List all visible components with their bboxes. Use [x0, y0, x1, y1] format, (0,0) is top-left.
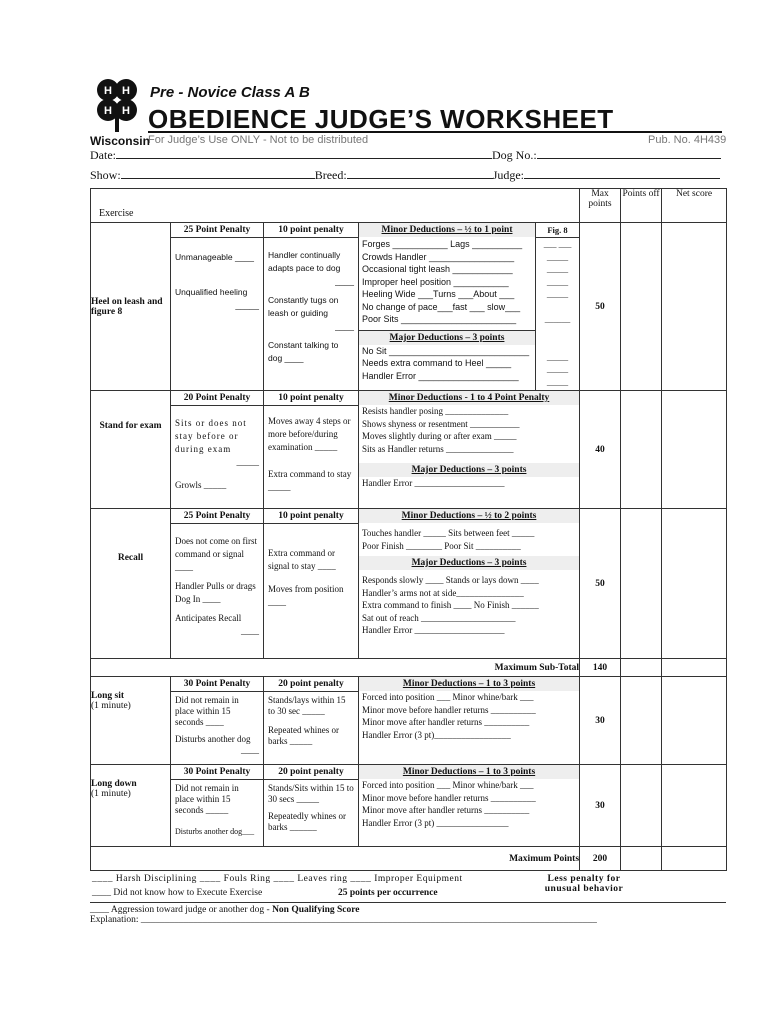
- stand-points-off[interactable]: [621, 391, 662, 509]
- long-down-minor-head: Minor Deductions – 1 to 3 points: [359, 765, 579, 779]
- recall-minor-item: Touches handler _____ Sits between feet _____: [362, 528, 535, 538]
- recall-10pt-cell: [264, 509, 359, 659]
- total-row: [91, 847, 727, 871]
- svg-text:H: H: [122, 85, 130, 97]
- long-down-stands: Stands/Sits within 15 to 30 secs _____: [268, 783, 354, 804]
- footer-aggression: ____ Aggression toward judge or another dog -: [90, 905, 273, 915]
- recall-25pt-cell: [171, 509, 264, 659]
- svg-text:H: H: [122, 105, 130, 117]
- long-down-disturbs: Disturbs another dog___: [175, 827, 255, 836]
- heel-fig8-cell: Fig. 8 ___ ___ _____ _____ _____ _____ ______ _____ _____ _____: [536, 223, 580, 391]
- explanation-line[interactable]: Explanation: ________________________________________________________________________________________________: [90, 915, 597, 925]
- heel-25pt-head: 25 Point Penalty: [171, 223, 263, 238]
- footer-did-not-know: ____ Did not know how to Execute Exercise: [92, 888, 263, 898]
- long-sit-name: Long sit: [91, 691, 124, 701]
- long-down-30pt-cell: [171, 765, 264, 847]
- long-sit-30pt-cell: [171, 677, 264, 765]
- heel-row: [91, 223, 727, 391]
- heel-10pt-head: 10 point penalty: [264, 223, 358, 238]
- breed-field[interactable]: [347, 178, 493, 179]
- footer: [90, 872, 726, 925]
- page-title: OBEDIENCE JUDGE’S WORKSHEET: [148, 104, 614, 134]
- heel-major-item: Handler Error ____________________: [362, 370, 519, 381]
- total-net-score[interactable]: [662, 847, 727, 871]
- recall-minor-item: Poor Finish ________ Poor Sit __________: [362, 540, 521, 551]
- stand-minor-head: Minor Deductions - 1 to 4 Point Penalty: [359, 391, 579, 405]
- stand-minor-item: Moves slightly during or after exam _____: [362, 431, 517, 441]
- heel-tugs-leash: Constantly tugs on leash or guiding: [268, 295, 339, 318]
- title-rule: [148, 131, 722, 133]
- heel-adapts-pace: Handler continually adapts pace to dog: [268, 250, 341, 273]
- less-penalty-note: Less penalty for unusual behavior: [544, 874, 624, 894]
- long-down-row: [91, 765, 727, 847]
- heel-10pt-cell: [264, 223, 359, 391]
- long-down-no-remain: Did not remain in place within 15 seconds _____: [175, 783, 239, 815]
- heel-major-head: Major Deductions – 3 points: [359, 330, 535, 345]
- heel-major-item: No Sit ____________________________: [362, 345, 530, 356]
- state-label: Wisconsin: [90, 134, 150, 148]
- long-sit-max-points: 30: [580, 677, 621, 765]
- long-down-name: Long down: [91, 779, 137, 789]
- stand-moves-away: Moves away 4 steps or more before/during examination _____: [268, 416, 351, 452]
- stand-sits: Sits or does not stay before or during exam: [175, 418, 247, 454]
- long-down-30pt-head: 30 Point Penalty: [171, 765, 263, 780]
- points-off-header: Points off: [621, 189, 662, 223]
- long-sit-minor-item: Minor move after handler returns __________: [362, 717, 530, 727]
- long-sit-whines: Repeated whines or barks _____: [268, 725, 339, 746]
- long-down-20pt-head: 20 point penalty: [264, 765, 358, 780]
- long-down-minor-item: Minor move after handler returns __________: [362, 805, 530, 815]
- heel-unmanageable: Unmanageable ____: [175, 252, 254, 262]
- long-sit-points-off[interactable]: [621, 677, 662, 765]
- long-down-whines: Repeatedly whines or barks ______: [268, 811, 346, 832]
- stand-max-points: 40: [580, 391, 621, 509]
- recall-major-item: Extra command to finish ____ No Finish ______: [362, 600, 539, 610]
- subtotal-value: 140: [580, 659, 621, 677]
- recall-25pt-head: 25 Point Penalty: [171, 509, 263, 524]
- long-down-minor-item: Forced into position ___ Minor whine/bark ___: [362, 780, 534, 790]
- recall-no-come: Does not come on first command or signal ____: [175, 536, 257, 572]
- recall-deductions-cell: [359, 509, 580, 659]
- stand-20pt-cell: [171, 391, 264, 509]
- heel-25pt-cell: [171, 223, 264, 391]
- show-row: [90, 168, 726, 183]
- stand-20pt-head: 20 Point Penalty: [171, 391, 263, 406]
- stand-sits-blank: _____: [236, 457, 259, 467]
- class-line: Pre - Novice Class A B: [150, 84, 310, 101]
- heel-net-score[interactable]: [662, 223, 727, 391]
- long-down-minor-item: Handler Error (3 pt) ________________: [362, 817, 509, 828]
- breed-label: Breed:: [314, 168, 347, 182]
- heel-minor-item: No change of pace___fast ___ slow___: [362, 301, 521, 312]
- heel-max-points: 50: [580, 223, 621, 391]
- recall-row: [91, 509, 727, 659]
- subtotal-row: [91, 659, 727, 677]
- heel-minor-item: Improper heel position ___________: [362, 276, 509, 287]
- stand-minor-item: Sits as Handler returns _______________: [362, 443, 514, 454]
- subtotal-points-off[interactable]: [621, 659, 662, 677]
- stand-net-score[interactable]: [662, 391, 727, 509]
- show-field[interactable]: [121, 178, 315, 179]
- long-sit-minor-item: Minor move before handler returns __________: [362, 704, 536, 715]
- total-value: 200: [580, 847, 621, 871]
- dog-no-field[interactable]: [537, 158, 721, 159]
- exercise-header: Exercise: [91, 189, 580, 223]
- subtotal-label: Maximum Sub-Total: [91, 659, 580, 677]
- worksheet-table: [90, 188, 727, 871]
- long-sit-30pt-head: 30 Point Penalty: [171, 677, 263, 692]
- pub-number: Pub. No. 4H439: [648, 134, 727, 146]
- long-sit-duration: (1 minute): [91, 701, 131, 711]
- stand-major-item: Handler Error ____________________: [362, 478, 505, 488]
- judges-use-note: For Judge’s Use ONLY - Not to be distributed: [148, 134, 369, 146]
- heel-tugs-blank: ____: [335, 321, 354, 331]
- long-sit-minor-item: Forced into position ___ Minor whine/bark ___: [362, 692, 534, 702]
- recall-net-score[interactable]: [662, 509, 727, 659]
- footer-penalties: ____ Harsh Disciplining ____ Fouls Ring ____ Leaves ring ____ Improper Equipment: [92, 874, 463, 884]
- heel-exercise-name: Heel on leash and figure 8: [91, 223, 171, 391]
- subtotal-net-score[interactable]: [662, 659, 727, 677]
- heel-unqualified-blank: _____: [235, 300, 259, 310]
- stand-growls: Growls _____: [175, 480, 227, 490]
- long-sit-exercise-name: [91, 677, 171, 765]
- recall-points-off[interactable]: [621, 509, 662, 659]
- stand-10pt-cell: [264, 391, 359, 509]
- long-sit-deductions-cell: [359, 677, 580, 765]
- recall-moves: Moves from position ____: [268, 584, 344, 607]
- heel-minor-item: Crowds Handler _________________: [362, 251, 515, 262]
- recall-10pt-head: 10 point penalty: [264, 509, 358, 524]
- show-label: Show:: [90, 168, 121, 182]
- dog-no-label: Dog No.:: [492, 148, 537, 162]
- header-row: [91, 189, 727, 223]
- stand-exercise-name: Stand for exam: [91, 391, 171, 509]
- heel-major-item: Needs extra command to Heel _____: [362, 358, 512, 368]
- long-sit-stands: Stands/lays within 15 to 30 sec _____: [268, 695, 346, 716]
- total-label: Maximum Points: [91, 847, 580, 871]
- long-down-deductions-cell: [359, 765, 580, 847]
- stand-extra-command: Extra command to stay _____: [268, 469, 352, 492]
- long-sit-minor-head: Minor Deductions – 1 to 3 points: [359, 677, 579, 691]
- date-field[interactable]: [116, 158, 492, 159]
- recall-major-item: Responds slowly ____ Stands or lays down ____: [362, 575, 539, 585]
- long-sit-20pt-head: 20 point penalty: [264, 677, 358, 692]
- svg-text:H: H: [104, 85, 112, 97]
- recall-major-item: Handler’s arms not at side_______________: [362, 587, 524, 598]
- judge-label: Judge:: [492, 168, 525, 182]
- 4h-clover-logo: [92, 76, 142, 134]
- long-sit-net-score[interactable]: [662, 677, 727, 765]
- judge-field[interactable]: [524, 178, 720, 179]
- stand-10pt-head: 10 point penalty: [264, 391, 358, 406]
- long-down-duration: (1 minute): [91, 789, 131, 799]
- heel-deductions-cell: [359, 223, 536, 391]
- heel-talking: Constant talking to dog ____: [268, 340, 339, 363]
- recall-extra-command: Extra command or signal to stay ____: [268, 548, 336, 571]
- non-qualifying-score: Non Qualifying Score: [272, 905, 360, 915]
- stand-major-head: Major Deductions – 3 points: [359, 463, 579, 477]
- long-down-minor-item: Minor move before handler returns __________: [362, 792, 536, 803]
- net-score-header: Net score: [662, 189, 727, 223]
- recall-minor-head: Minor Deductions – ½ to 2 points: [359, 509, 579, 523]
- fig8-head: Fig. 8: [536, 223, 579, 238]
- svg-text:H: H: [104, 105, 112, 117]
- heel-points-off[interactable]: [621, 223, 662, 391]
- long-sit-20pt-cell: [264, 677, 359, 765]
- total-points-off[interactable]: [621, 847, 662, 871]
- heel-adapts-blank: ____: [335, 276, 354, 286]
- recall-major-item: Sat out of reach _____________________: [362, 612, 516, 623]
- date-label: Date:: [90, 148, 116, 162]
- date-row: [90, 148, 726, 163]
- stand-deductions-cell: [359, 391, 580, 509]
- long-sit-disturbs: Disturbs another dog: [175, 734, 251, 744]
- heel-minor-item: Occasional tight leash ____________: [362, 264, 513, 274]
- stand-minor-item: Resists handler posing ______________: [362, 406, 509, 416]
- long-down-points-off[interactable]: [621, 765, 662, 847]
- heel-minor-item: Forges ___________ Lags __________: [362, 239, 523, 249]
- long-sit-no-remain: Did not remain in place within 15 seconds ____: [175, 695, 239, 727]
- recall-exercise-name: Recall: [91, 509, 171, 659]
- recall-major-item: Handler Error ____________________: [362, 625, 505, 635]
- long-sit-row: [91, 677, 727, 765]
- long-down-net-score[interactable]: [662, 765, 727, 847]
- recall-pulls: Handler Pulls or drags Dog In ____: [175, 581, 256, 604]
- footer-aggression-line: [90, 905, 726, 915]
- footer-points-per-occurrence: 25 points per occurrence: [338, 888, 438, 898]
- heel-minor-head: Minor Deductions – ½ to 1 point: [359, 223, 535, 237]
- long-down-exercise-name: [91, 765, 171, 847]
- long-down-max-points: 30: [580, 765, 621, 847]
- recall-anticipates-blank: ____: [241, 626, 259, 636]
- stand-minor-item: Shows shyness or resentment ___________: [362, 418, 520, 429]
- stand-row: [91, 391, 727, 509]
- recall-major-head: Major Deductions – 3 points: [359, 556, 579, 570]
- long-down-20pt-cell: [264, 765, 359, 847]
- heel-minor-item: Poor Sits _______________________: [362, 314, 517, 324]
- heel-minor-item: Heeling Wide ___Turns ___About ___: [362, 289, 515, 299]
- recall-max-points: 50: [580, 509, 621, 659]
- max-points-header: Max points: [580, 189, 621, 223]
- heel-unqualified: Unqualified heeling: [175, 287, 248, 297]
- long-sit-minor-item: Handler Error (3 pt)_________________: [362, 729, 511, 740]
- long-sit-disturbs-blank: ____: [241, 745, 259, 755]
- recall-anticipates: Anticipates Recall: [175, 613, 242, 623]
